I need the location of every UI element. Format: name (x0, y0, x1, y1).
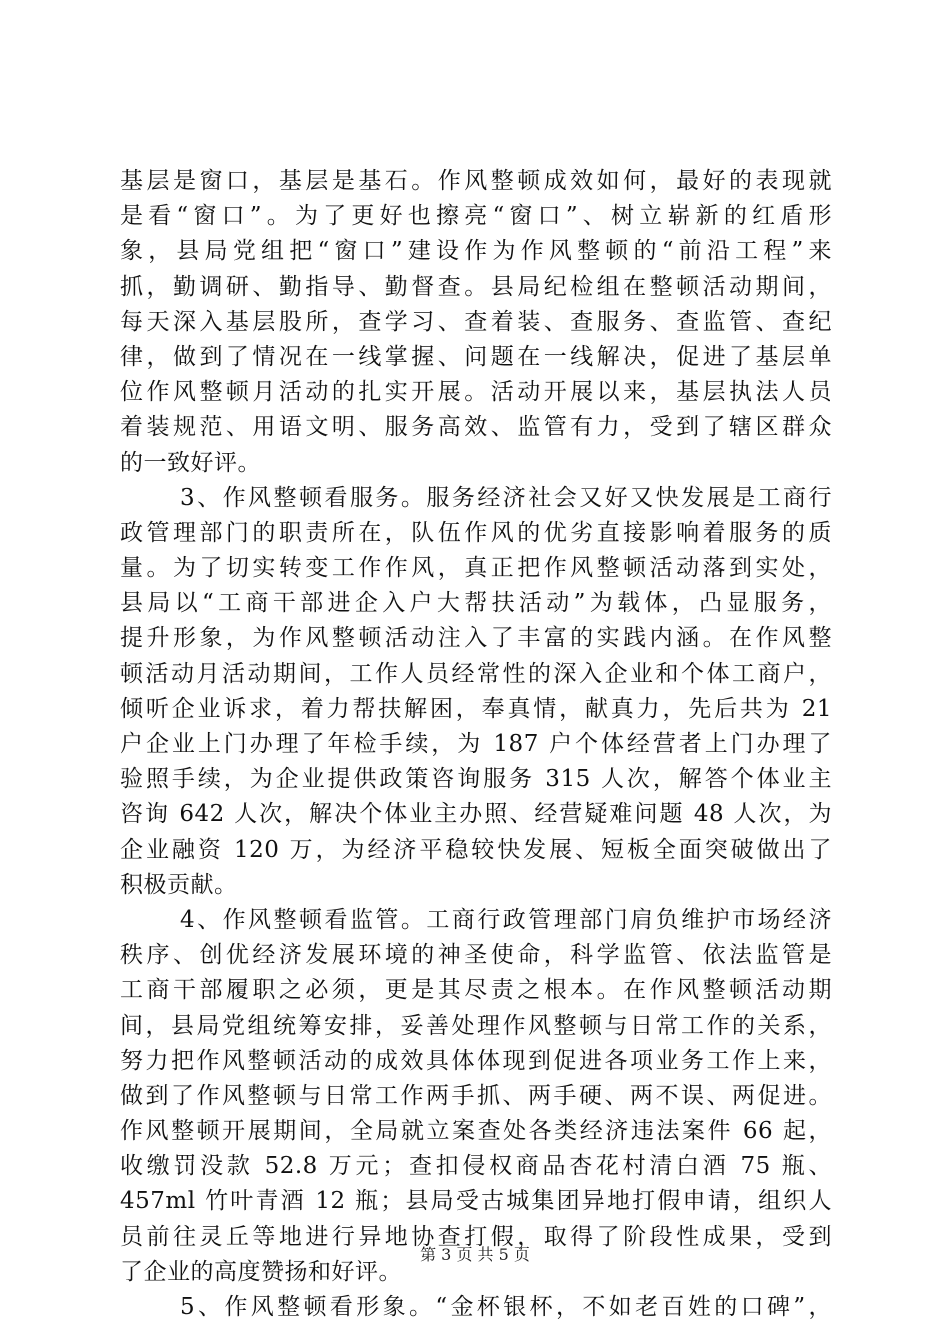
text-line: 努力把作风整顿活动的成效具体体现到促进各项业务工作上来， (120, 1047, 832, 1074)
text-line: 着装规范、用语文明、服务高效、监管有力，受到了辖区群众 (120, 414, 832, 441)
text-line: 提升形象，为作风整顿活动注入了丰富的实践内涵。在作风整 (120, 625, 832, 652)
text-line: 倾听企业诉求，着力帮扶解困，奉真情，献真力，先后共为 21 (120, 695, 832, 722)
text-line: 县局以“工商干部进企入户大帮扶活动”为载体，凸显服务， (120, 590, 832, 617)
text-line: 秩序、创优经济发展环境的神圣使命，科学监管、依法监管是 (120, 942, 832, 969)
text-line: 政管理部门的职责所在，队伍作风的优劣直接影响着服务的质 (120, 519, 832, 546)
text-line: 4、作风整顿看监管。工商行政管理部门肩负维护市场经济 (180, 906, 832, 933)
text-line: 量。为了切实转变工作作风，真正把作风整顿活动落到实处， (120, 555, 832, 582)
text-line: 企业融资 120 万，为经济平稳较快发展、短板全面突破做出了 (120, 836, 832, 863)
text-line: 457ml 竹叶青酒 12 瓶；县局受古城集团异地打假申请，组织人 (120, 1188, 832, 1215)
text-line: 咨询 642 人次，解决个体业主办照、经营疑难问题 48 人次，为 (120, 801, 832, 828)
text-line: 了企业的高度赞扬和好评。 (120, 1258, 402, 1285)
text-line: 每天深入基层股所，查学习、查着装、查服务、查监管、查纪 (120, 308, 832, 335)
text-line: 间，县局党组统筹安排，妥善处理作风整顿与日常工作的关系， (120, 1012, 832, 1039)
text-line: 验照手续，为企业提供政策咨询服务 315 人次，解答个体业主 (120, 766, 832, 793)
body-text (120, 164, 832, 1325)
text-line: 户企业上门办理了年检手续，为 187 户个体经营者上门办理了 (120, 731, 832, 757)
text-line: 作风整顿开展期间，全局就立案查处各类经济违法案件 66 起， (120, 1118, 832, 1145)
page-footer: 第 3 页 共 5 页 (420, 1245, 530, 1264)
text-line: 象，县局党组把“窗口”建设作为作风整顿的“前沿工程”来 (120, 238, 832, 265)
text-line: 收缴罚没款 52.8 万元；查扣侵权商品杏花村清白酒 75 瓶、 (120, 1153, 832, 1180)
text-line: 员前往灵丘等地进行异地协查打假，取得了阶段性成果，受到 (120, 1223, 832, 1250)
text-line: 的一致好评。 (120, 449, 261, 476)
text-line: 律，做到了情况在一线掌握、问题在一线解决，促进了基层单 (120, 343, 832, 370)
text-line: 工商干部履职之必须，更是其尽责之根本。在作风整顿活动期 (120, 977, 832, 1004)
text-line: 位作风整顿月活动的扎实开展。活动开展以来，基层执法人员 (120, 379, 832, 406)
text-line: 是看“窗口”。为了更好也擦亮“窗口”、树立崭新的红盾形 (120, 203, 832, 230)
text-line: 顿活动月活动期间，工作人员经常性的深入企业和个体工商户， (120, 660, 832, 687)
text-line: 做到了作风整顿与日常工作两手抓、两手硬、两不误、两促进。 (120, 1082, 832, 1109)
text-line: 积极贡献。 (120, 871, 238, 898)
text-line: 3、作风整顿看服务。服务经济社会又好又快发展是工商行 (180, 484, 832, 511)
text-line: 抓，勤调研、勤指导、勤督查。县局纪检组在整顿活动期间， (120, 273, 832, 300)
text-line: 5、作风整顿看形象。“金杯银杯，不如老百姓的口碑”， (180, 1294, 832, 1320)
text-line: 基层是窗口，基层是基石。作风整顿成效如何，最好的表现就 (120, 168, 832, 194)
